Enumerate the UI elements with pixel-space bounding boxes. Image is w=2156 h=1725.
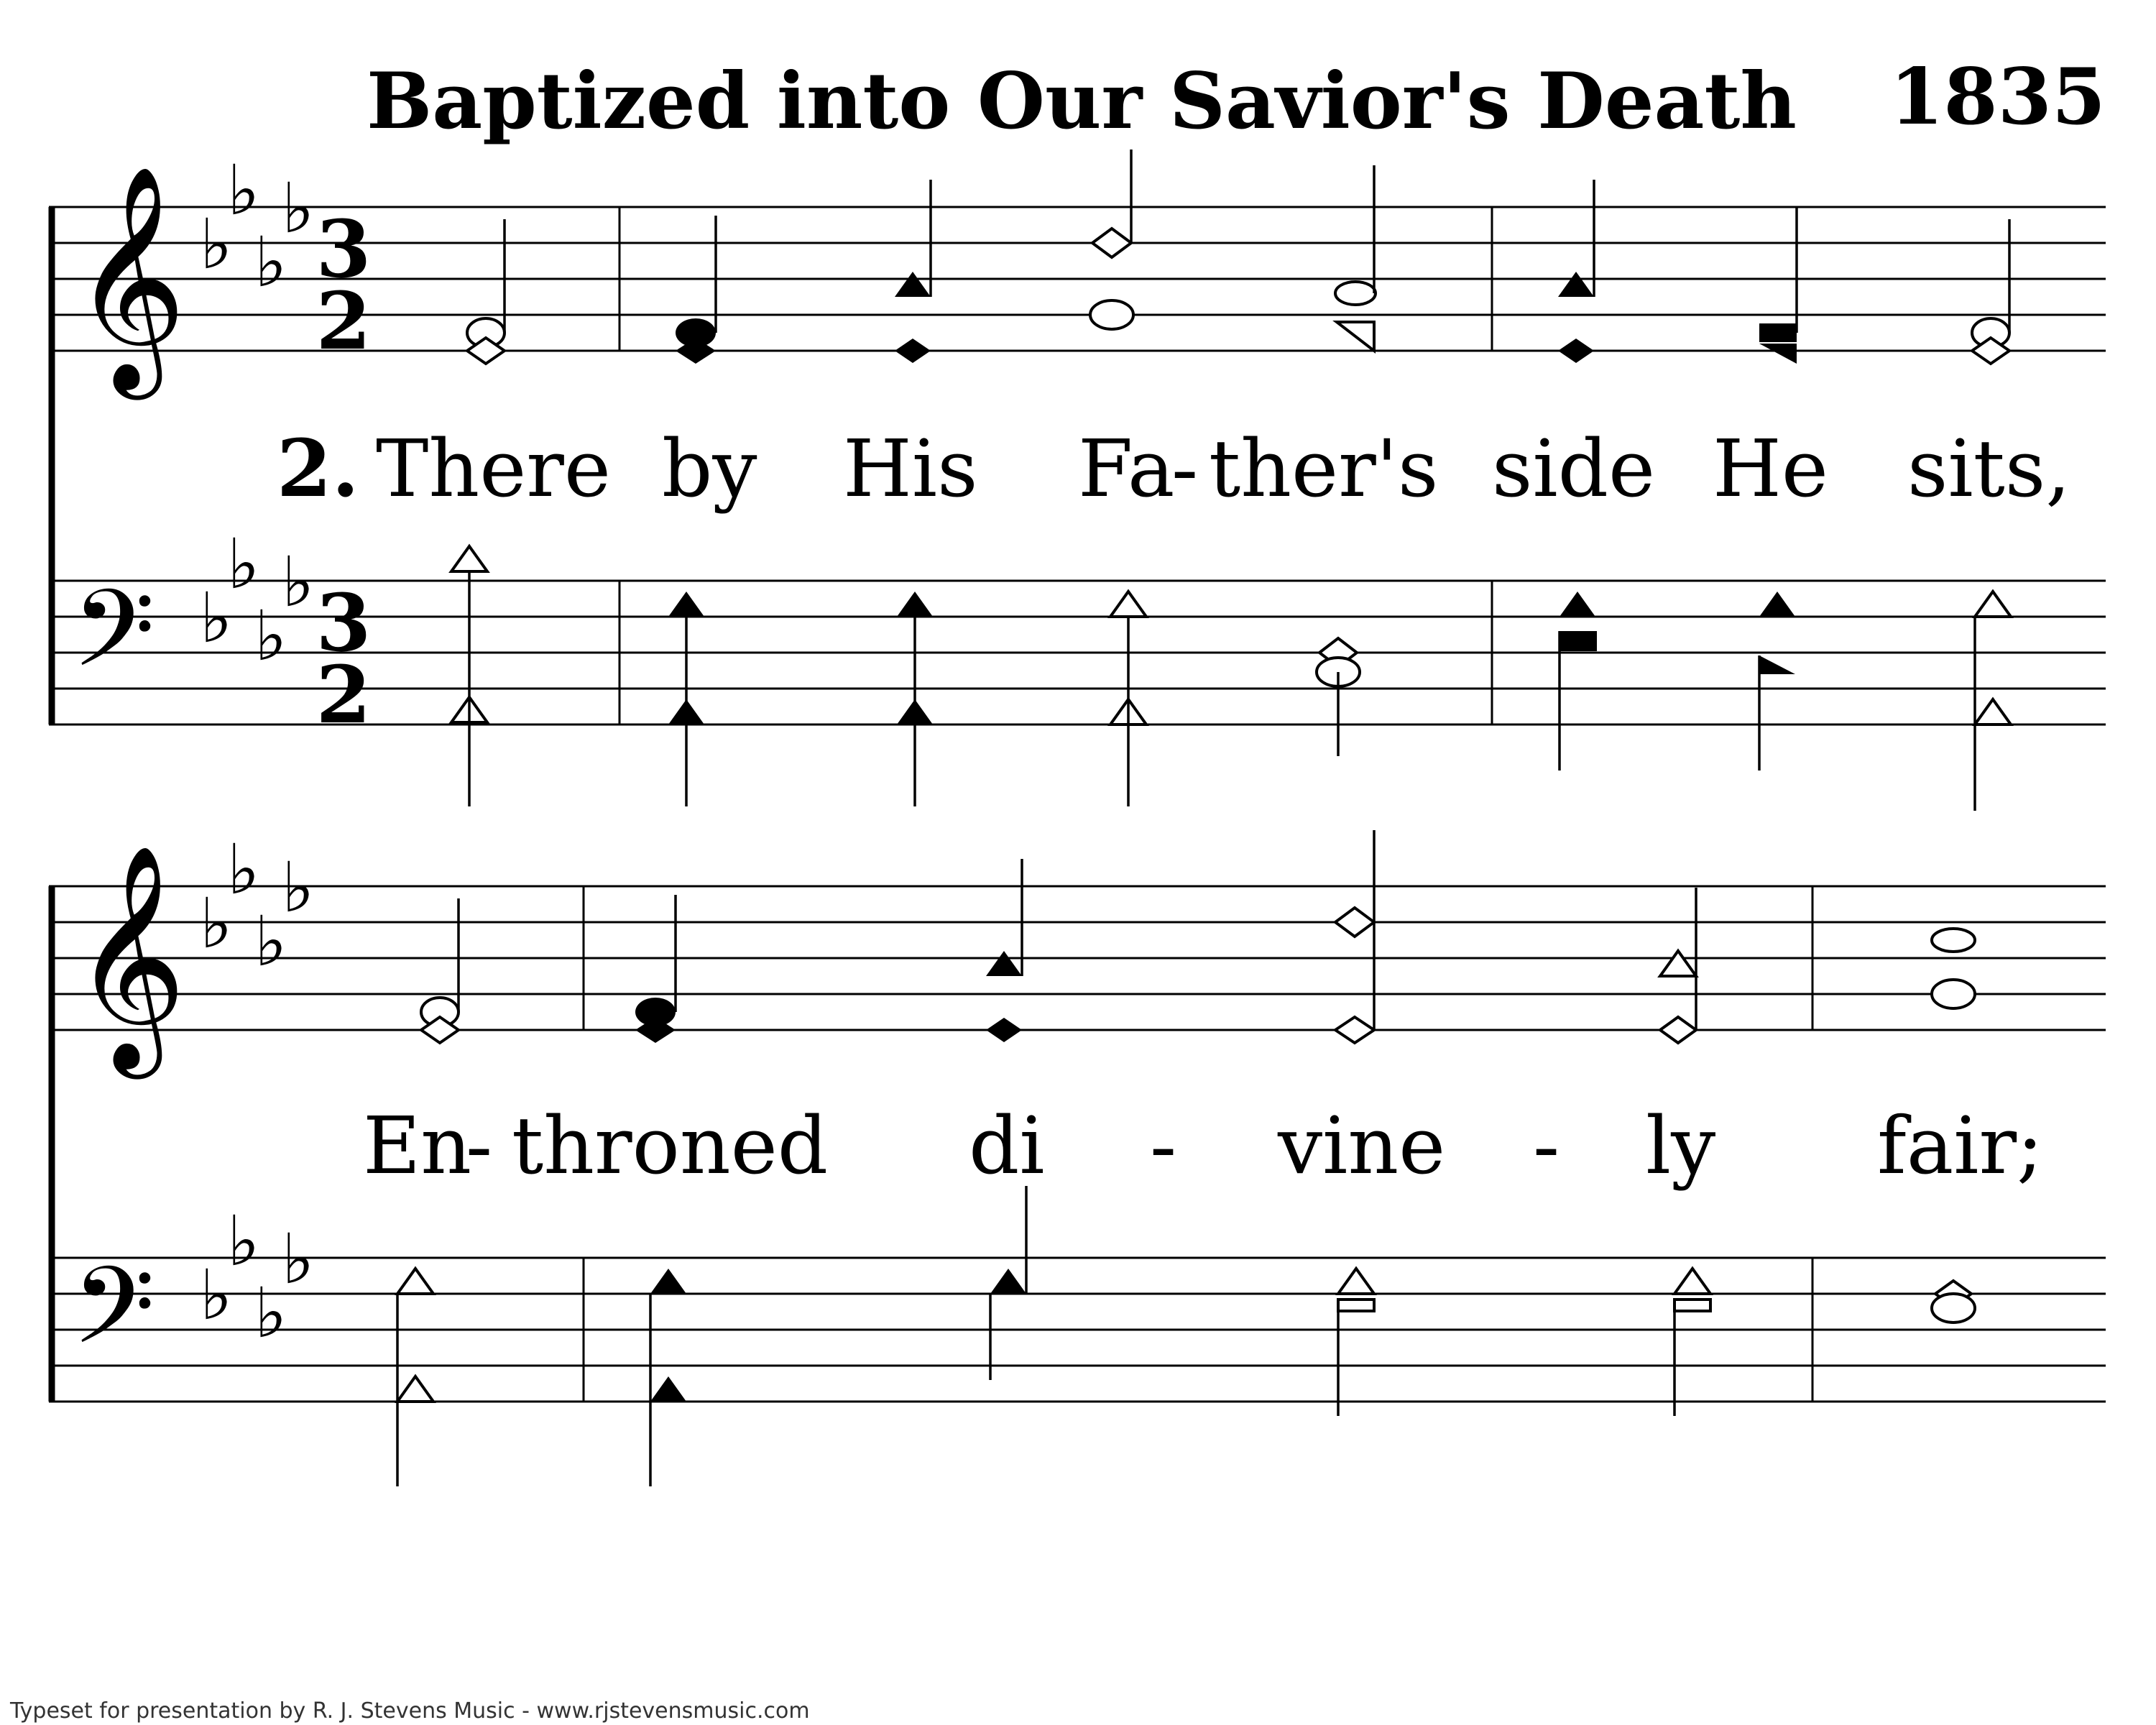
flat-icon: ♭ <box>282 168 315 249</box>
lyric-syllable: ther's <box>1209 423 1439 515</box>
note <box>397 1269 433 1486</box>
flat-icon: ♭ <box>282 847 315 928</box>
note <box>668 592 704 806</box>
note <box>1317 638 1360 756</box>
system-2-treble-staff <box>49 886 2106 1030</box>
flat-icon: ♭ <box>227 524 260 604</box>
note <box>650 1269 686 1486</box>
note <box>1975 592 2011 811</box>
note <box>421 898 459 1043</box>
footer-credit: Typeset for presentation by R. J. Stevens Music - www.rjstevensmusic.com <box>10 1698 810 1724</box>
note <box>1110 592 1146 806</box>
lyric-hyphen: - <box>1171 423 1199 515</box>
lyric-syllable: sits, <box>1907 423 2071 515</box>
bass-time-signature <box>316 576 372 741</box>
lyric-syllable: by <box>662 423 757 515</box>
flat-icon: ♭ <box>200 1255 233 1335</box>
note <box>635 895 676 1043</box>
svg-text:2: 2 <box>315 648 372 741</box>
note <box>1090 150 1133 329</box>
flat-icon: ♭ <box>200 578 233 658</box>
note <box>897 592 933 806</box>
svg-text:3: 3 <box>315 203 372 295</box>
flat-icon: ♭ <box>227 829 260 910</box>
note <box>1335 165 1376 351</box>
lyric-syllable: En <box>363 1100 472 1192</box>
lyric-syllable: side <box>1492 423 1656 515</box>
lyric-syllable: There <box>376 423 611 515</box>
note <box>990 1186 1026 1380</box>
bass-clef-icon: 𝄢 <box>72 1244 155 1394</box>
flat-icon: ♭ <box>282 1219 315 1300</box>
system-1-treble-notes <box>467 150 2009 364</box>
flat-icon: ♭ <box>282 542 315 622</box>
note <box>1338 1269 1374 1416</box>
system-2-lyrics <box>363 1100 2043 1192</box>
flat-icon: ♭ <box>254 901 287 982</box>
flat-icon: ♭ <box>227 150 260 231</box>
treble-clef-icon: 𝄞 <box>72 842 187 1069</box>
lyric-hyphen: - <box>466 1100 493 1192</box>
note <box>1560 592 1597 770</box>
system-2-bass-notes <box>397 1186 1975 1486</box>
note <box>1759 207 1797 364</box>
lyric-hyphen: - <box>1533 1100 1560 1192</box>
system-1-lyrics <box>277 422 2070 515</box>
note <box>451 546 487 806</box>
note <box>467 219 505 364</box>
system-2-bass-staff <box>49 1258 2106 1402</box>
lyric-syllable: fair; <box>1877 1100 2044 1192</box>
lyric-syllable: Fa <box>1078 423 1175 515</box>
note <box>676 216 716 364</box>
note <box>1674 1269 1710 1416</box>
treble-time-signature <box>316 203 372 367</box>
lyric-syllable: throned <box>512 1100 829 1192</box>
system-2 <box>49 829 2106 1486</box>
flat-icon: ♭ <box>254 1273 287 1353</box>
hymn-number: 1835 <box>1889 52 2106 142</box>
system-2-treble-notes <box>421 830 1975 1043</box>
lyric-syllable: He <box>1713 423 1829 515</box>
hymn-title: Baptized into Our Savior's Death <box>367 56 1797 147</box>
verse-number: 2. <box>277 422 359 515</box>
svg-text:3: 3 <box>315 576 372 669</box>
lyric-syllable: ly <box>1646 1100 1716 1192</box>
flat-icon: ♭ <box>254 596 287 676</box>
lyric-syllable: vine <box>1278 1100 1446 1192</box>
lyric-syllable: His <box>843 423 978 515</box>
lyric-hyphen: - <box>1150 1100 1177 1192</box>
lyric-syllable: di <box>969 1100 1045 1192</box>
flat-icon: ♭ <box>200 883 233 964</box>
bass-clef-icon: 𝄢 <box>72 567 155 717</box>
note <box>1660 888 1696 1043</box>
treble-clef-icon: 𝄞 <box>72 163 187 390</box>
note <box>1759 592 1795 770</box>
flat-icon: ♭ <box>200 204 233 285</box>
note <box>1972 219 2009 364</box>
note <box>1932 929 1975 1008</box>
system-1 <box>49 150 2106 811</box>
flat-icon: ♭ <box>254 222 287 303</box>
svg-text:2: 2 <box>315 275 372 367</box>
note <box>1932 1281 1975 1322</box>
note <box>1335 830 1374 1043</box>
system-1-bass-notes <box>451 546 2011 811</box>
flat-icon: ♭ <box>227 1201 260 1282</box>
